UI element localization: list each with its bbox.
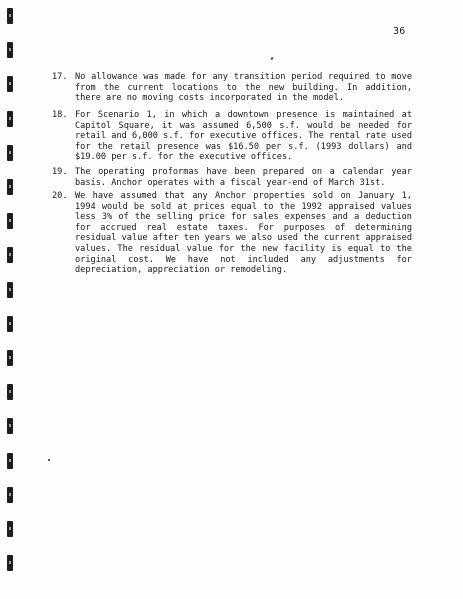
list-item <box>52 72 412 104</box>
binder-hole-7 <box>7 213 13 229</box>
binder-hole-6 <box>7 179 13 195</box>
binder-hole-4 <box>7 111 13 127</box>
binder-hole-9 <box>7 282 13 298</box>
binder-hole-1 <box>7 8 13 24</box>
list-item-number: 20. <box>52 191 68 201</box>
scan-speck <box>48 459 50 461</box>
binder-hole-5 <box>7 145 13 161</box>
list-item-text: For Scenario 1, in which a downtown presence is maintained at Capitol Square, it was assumed 6,500 s.f. would be needed for retail and 6,000 s.f. for executive offices. The rental rate used for the retail presence was $16.50 per s.f. (1993 dollars) and $19.00 per s.f. for the executive offices. <box>75 110 412 163</box>
list-item-number: 17. <box>52 72 68 82</box>
list-item-number: 19. <box>52 167 68 177</box>
scan-speck <box>270 57 273 61</box>
binder-hole-11 <box>7 350 13 366</box>
list-item-text: No allowance was made for any transition period required to move from the current locations to the new building. In addition, there are no moving costs incorporated in the model. <box>75 72 412 104</box>
binder-hole-16 <box>7 521 13 537</box>
binder-hole-2 <box>7 42 13 58</box>
binder-hole-15 <box>7 487 13 503</box>
list-item <box>52 110 412 163</box>
page-number: 36 <box>393 26 406 37</box>
binder-hole-8 <box>7 247 13 263</box>
list-item-text: The operating proformas have been prepared on a calendar year basis. Anchor operates with a fiscal year-end of March 31st. <box>75 167 412 188</box>
list-item-text: We have assumed that any Anchor properties sold on January 1, 1994 would be sold at prices equal to the 1992 appraised values less 3% of the selling price for sales expenses and a deduction for accrued real estate taxes. For purposes of determining residual value after ten years we also used the current appraised values. The residual value for the new facility is equal to the original cost. We have not included any adjustments for depreciation, appreciation or remodeling. <box>75 191 412 276</box>
list-item-number: 18. <box>52 110 68 120</box>
binder-hole-10 <box>7 316 13 332</box>
binder-hole-13 <box>7 418 13 434</box>
binder-hole-17 <box>7 555 13 571</box>
binder-hole-3 <box>7 76 13 92</box>
binder-hole-14 <box>7 453 13 469</box>
list-item <box>52 167 412 188</box>
binder-hole-12 <box>7 384 13 400</box>
list-item <box>52 191 412 276</box>
